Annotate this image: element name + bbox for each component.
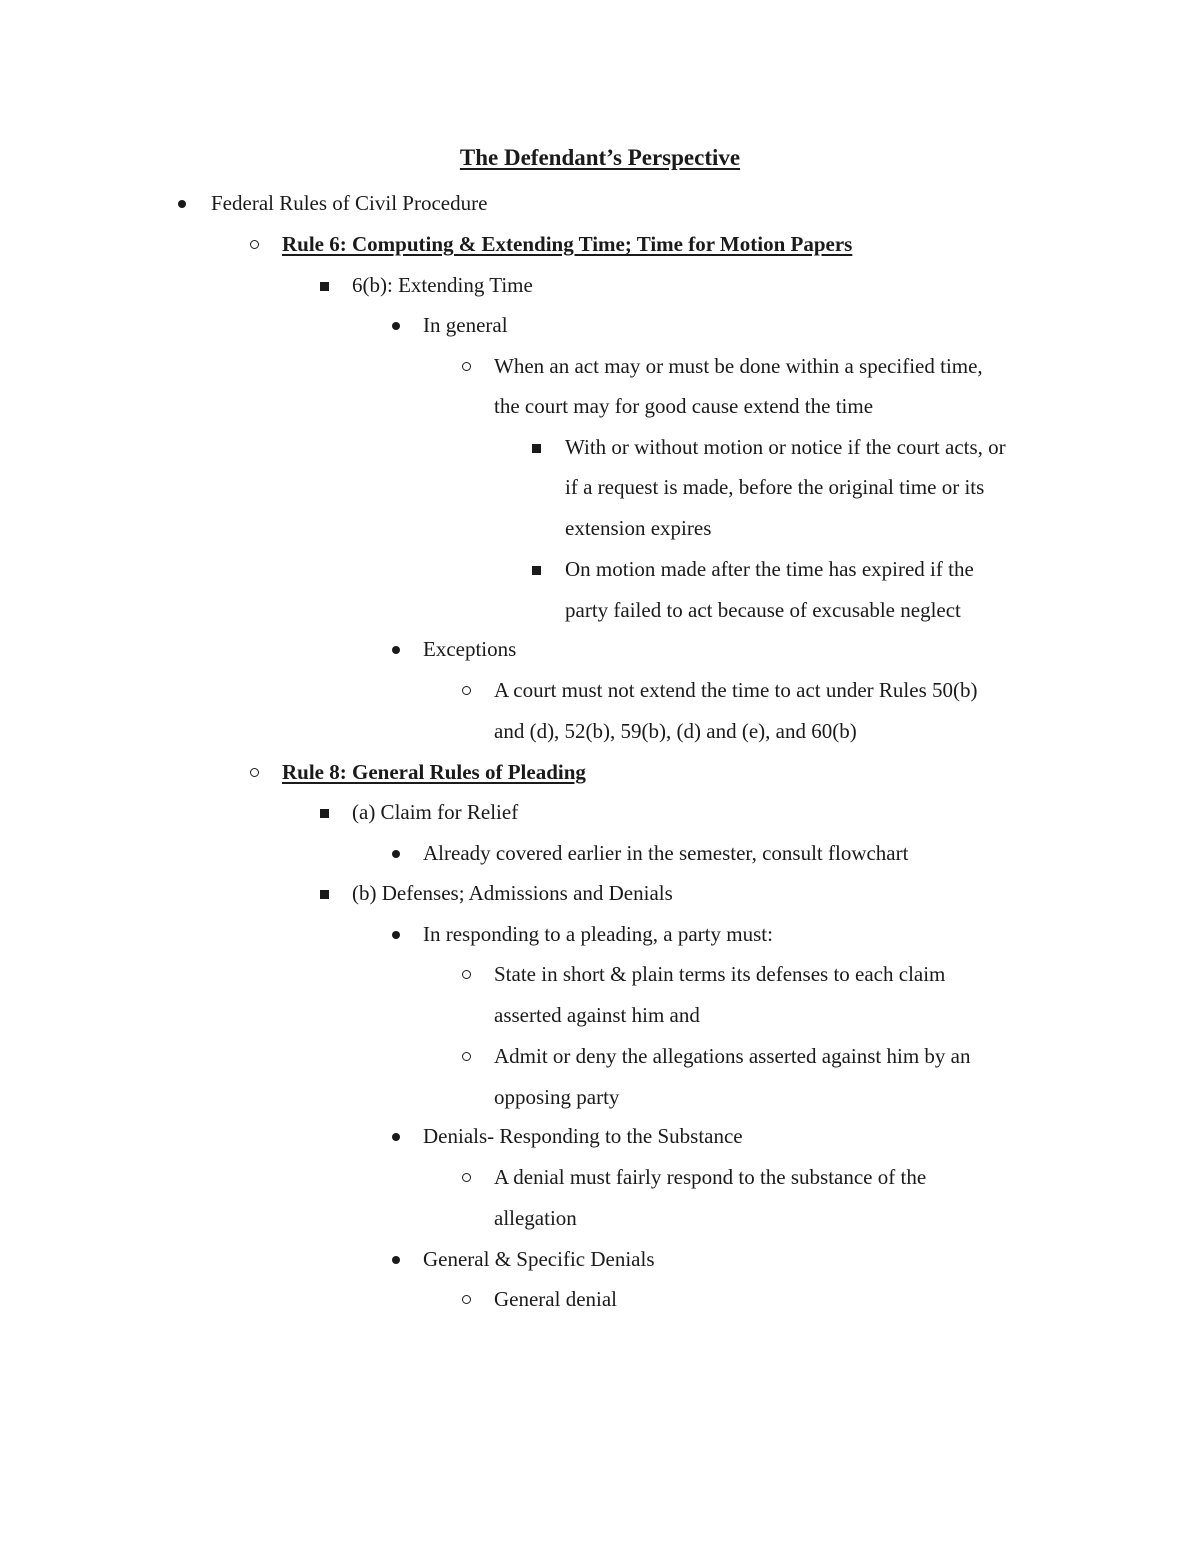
outline-item: (a) Claim for Relief <box>352 800 519 824</box>
bullet-filled-icon <box>177 188 191 218</box>
outline-item: In responding to a pleading, a party must: <box>423 922 773 946</box>
outline-item: On motion made after the time has expired if the <box>565 557 974 581</box>
bullet-filled-icon <box>391 838 405 868</box>
outline-item: (b) Defenses; Admissions and Denials <box>352 881 673 905</box>
bullet-filled-icon <box>391 1121 405 1151</box>
outline-item-continuation: if a request is made, before the original time or its <box>565 475 985 499</box>
bullet-filled-icon <box>391 634 405 664</box>
outline-item: State in short & plain terms its defenses to each claim <box>494 962 946 986</box>
outline-item-continuation: extension expires <box>565 516 712 540</box>
outline-item: General denial <box>494 1287 618 1311</box>
bullet-hollow-icon <box>462 1284 476 1314</box>
bullet-filled-icon <box>391 919 405 949</box>
outline-item-continuation: and (d), 52(b), 59(b), (d) and (e), and 60(b) <box>494 719 857 743</box>
bullet-filled-icon <box>391 310 405 340</box>
bullet-square-icon <box>319 270 333 300</box>
outline-item: A court must not extend the time to act under Rules 50(b) <box>494 678 978 702</box>
bullet-square-icon <box>531 432 545 462</box>
bullet-filled-icon <box>391 1244 405 1274</box>
outline-item: Admit or deny the allegations asserted against him by an <box>494 1044 971 1068</box>
outline-item-continuation: opposing party <box>494 1085 620 1109</box>
bullet-hollow-icon <box>462 1041 476 1071</box>
outline-item: A denial must fairly respond to the substance of the <box>494 1165 927 1189</box>
outline-item: Federal Rules of Civil Procedure <box>211 191 488 215</box>
bullet-square-icon <box>319 797 333 827</box>
bullet-hollow-icon <box>250 757 264 787</box>
bullet-square-icon <box>319 878 333 908</box>
outline-item: Already covered earlier in the semester, consult flowchart <box>423 841 909 865</box>
bullet-hollow-icon <box>250 229 264 259</box>
section-heading: Rule 6: Computing & Extending Time; Time for Motion Papers <box>282 232 853 256</box>
bullet-hollow-icon <box>462 1162 476 1192</box>
outline-item: In general <box>423 313 508 337</box>
outline-item-continuation: asserted against him and <box>494 1003 700 1027</box>
bullet-square-icon <box>531 554 545 584</box>
outline-item: Denials- Responding to the Substance <box>423 1124 743 1148</box>
outline-item-continuation: allegation <box>494 1206 577 1230</box>
outline-item: With or without motion or notice if the court acts, or <box>565 435 1006 459</box>
outline-item-continuation: party failed to act because of excusable neglect <box>565 598 961 622</box>
section-heading: Rule 8: General Rules of Pleading <box>282 760 586 784</box>
bullet-hollow-icon <box>462 351 476 381</box>
outline-item: Exceptions <box>423 637 517 661</box>
outline-item: General & Specific Denials <box>423 1247 655 1271</box>
outline-item: 6(b): Extending Time <box>352 273 533 297</box>
page-title: The Defendant’s Perspective <box>459 145 741 170</box>
bullet-hollow-icon <box>462 675 476 705</box>
outline-item-continuation: the court may for good cause extend the time <box>494 394 874 418</box>
outline-item: When an act may or must be done within a specified time, <box>494 354 983 378</box>
bullet-hollow-icon <box>462 959 476 989</box>
